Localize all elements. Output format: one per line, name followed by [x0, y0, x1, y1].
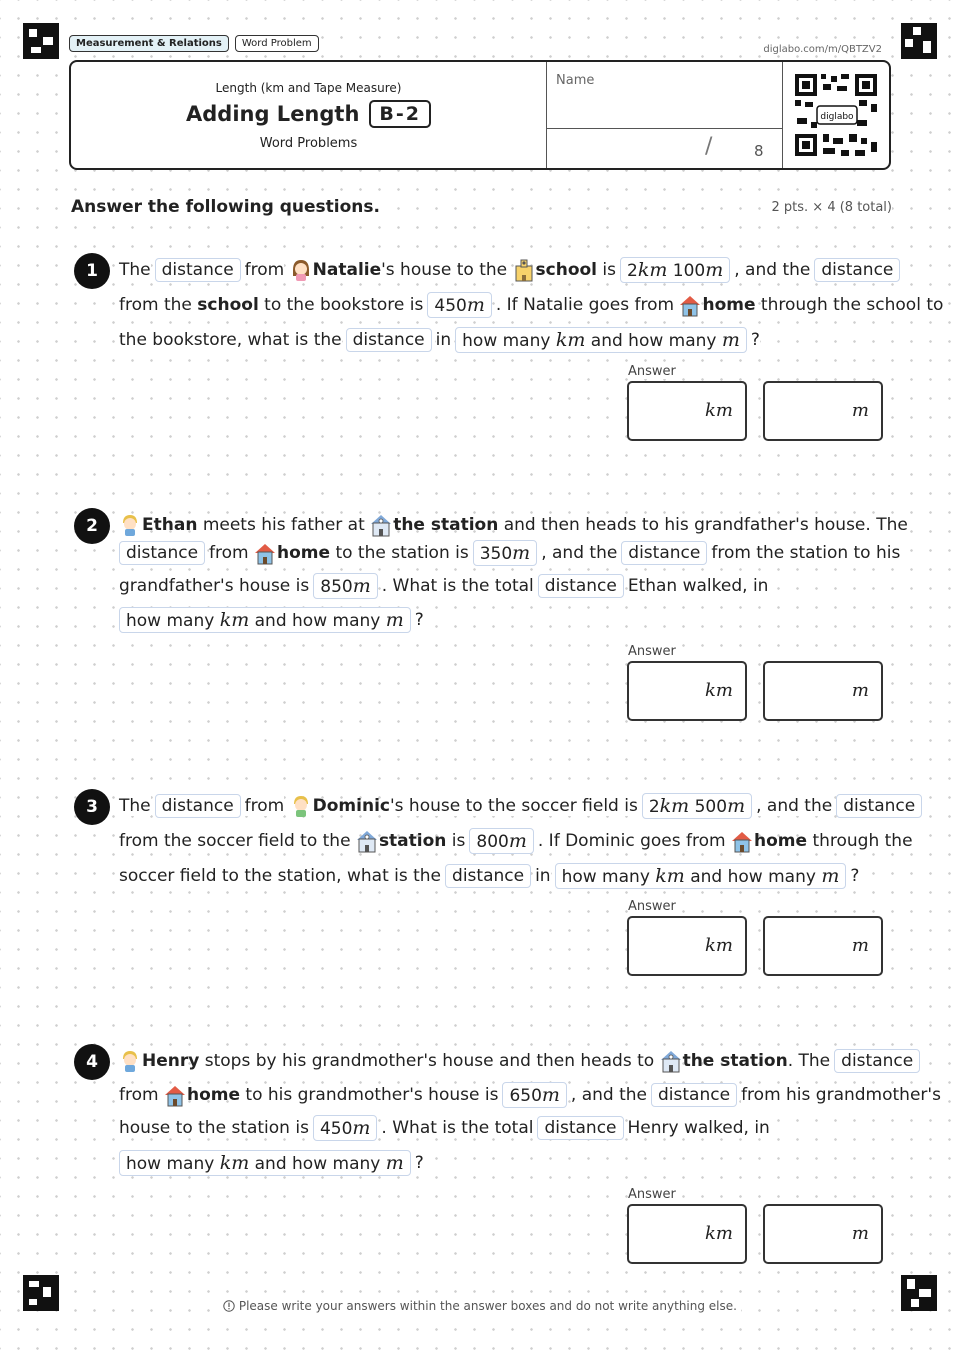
qr-label: diglabo: [820, 112, 854, 122]
text: from: [209, 543, 249, 563]
header-title-row: [71, 100, 546, 128]
text: house to the station is: [119, 1118, 309, 1138]
house-icon: [164, 1083, 186, 1107]
unit-label: km: [705, 1223, 733, 1244]
text: Henry walked, in: [627, 1118, 770, 1138]
text: 's house to the: [381, 260, 508, 280]
text: ?: [414, 610, 424, 630]
station-label: station: [378, 831, 447, 851]
text: in: [535, 866, 551, 886]
q2-line-3: [119, 573, 768, 599]
text: to the bookstore is: [264, 295, 424, 315]
character-name: Dominic: [312, 796, 390, 816]
keyword-box: distance: [346, 328, 432, 352]
text: 's house to the soccer field is: [389, 796, 638, 816]
value-box: 650m: [502, 1082, 566, 1108]
text: and then heads to his grandfather's house. The: [503, 515, 908, 535]
text: through the school to: [760, 295, 944, 315]
answer-km-input-2[interactable]: [627, 661, 747, 721]
text: meets his father at: [202, 515, 365, 535]
answer-km-input-4[interactable]: [627, 1204, 747, 1264]
unit-label: m: [851, 400, 869, 421]
keyword-box: distance: [155, 794, 241, 818]
home-label: home: [186, 1085, 240, 1105]
text: . The: [787, 1051, 831, 1071]
info-icon: [223, 1300, 235, 1312]
answer-label: Answer: [628, 1187, 676, 1202]
value-box: 450m: [427, 292, 491, 318]
text: from: [244, 796, 285, 816]
text: from: [119, 1085, 159, 1105]
keyword-box: distance: [651, 1083, 737, 1107]
value-box: 2km 500m: [642, 793, 752, 819]
boy-icon: [290, 794, 312, 818]
unit-question-box: how many km and how many m: [555, 863, 847, 889]
answer-m-input-1[interactable]: [763, 381, 883, 441]
unit-label: m: [851, 935, 869, 956]
value-box: 350m: [473, 540, 537, 566]
answer-label: Answer: [628, 899, 676, 914]
question-number-4: 4: [74, 1044, 110, 1080]
keyword-box: distance: [119, 541, 205, 565]
answer-m-input-2[interactable]: [763, 661, 883, 721]
text: The: [119, 260, 151, 280]
text: ?: [414, 1153, 424, 1173]
text: grandfather's house is: [119, 576, 310, 596]
worksheet-url: diglabo.com/m/QBTZV2: [763, 44, 882, 55]
unit-label: m: [851, 1223, 869, 1244]
keyword-box: distance: [538, 574, 624, 598]
q2-line-2: [119, 540, 900, 566]
q1-line-2: [119, 292, 943, 318]
text: to his grandmother's house is: [245, 1085, 499, 1105]
value-box: 850m: [313, 573, 377, 599]
text: , and the: [570, 1085, 648, 1105]
score-slash: /: [705, 134, 713, 159]
unit-label: m: [851, 680, 869, 701]
text: is: [451, 831, 466, 851]
answer-m-input-3[interactable]: [763, 916, 883, 976]
answer-label: Answer: [628, 644, 676, 659]
unit-label: km: [705, 935, 733, 956]
q1-line-3: [119, 327, 760, 353]
qr-code-icon: [793, 72, 879, 158]
q4-line-1: [119, 1049, 924, 1073]
keyword-box: distance: [814, 258, 900, 282]
home-label: home: [277, 543, 331, 563]
station-icon: [356, 829, 378, 853]
name-field[interactable]: [546, 62, 783, 168]
text: Ethan walked, in: [627, 576, 769, 596]
home-label: home: [702, 295, 756, 315]
text: The: [119, 796, 151, 816]
house-icon: [254, 541, 276, 565]
text: from his grandmother's: [741, 1085, 941, 1105]
text: in: [435, 330, 452, 350]
character-name: Natalie: [312, 260, 382, 280]
name-label: Name: [556, 73, 595, 88]
answer-m-input-4[interactable]: [763, 1204, 883, 1264]
text: from the: [119, 295, 192, 315]
instructions: Answer the following questions.: [71, 197, 380, 217]
question-number-1: 1: [74, 253, 110, 289]
text: ?: [850, 866, 860, 886]
house-icon: [731, 829, 753, 853]
unit-label: km: [705, 680, 733, 701]
unit-question-box: how many km and how many m: [455, 327, 747, 353]
girl-icon: [290, 258, 312, 282]
value-box: 800m: [469, 828, 533, 854]
station-label: the station: [682, 1051, 788, 1071]
q2-line-4: [119, 607, 424, 633]
question-number-3: 3: [74, 789, 110, 825]
q4-line-4: [119, 1150, 424, 1176]
text: the bookstore, what is the: [119, 330, 342, 350]
worksheet-code: B-2: [369, 100, 431, 128]
boy-icon: [119, 1049, 141, 1073]
text: from: [244, 260, 285, 280]
character-name: Henry: [142, 1051, 200, 1071]
school-icon: [513, 258, 535, 282]
text: from the soccer field to the: [119, 831, 351, 851]
house-icon: [679, 293, 701, 317]
q3-line-3: [119, 863, 859, 889]
question-number-2: 2: [74, 508, 110, 544]
page-title: Adding Length: [186, 102, 360, 126]
character-name: Ethan: [142, 515, 198, 535]
answer-label: Answer: [628, 364, 676, 379]
text: to the station is: [335, 543, 469, 563]
keyword-box: distance: [621, 541, 707, 565]
q2-line-1: [119, 513, 908, 537]
text: stops by his grandmother's house and then heads to: [204, 1051, 655, 1071]
keyword-box: distance: [537, 1116, 623, 1140]
station-icon: [660, 1049, 682, 1073]
text: soccer field to the station, what is the: [119, 866, 442, 886]
station-icon: [370, 513, 392, 537]
footer-note: [0, 1299, 960, 1313]
category-tag: Measurement & Relations: [69, 35, 229, 52]
q3-line-1: [119, 793, 926, 819]
header-subtitle: Length (km and Tape Measure): [215, 81, 402, 95]
text: . If Dominic goes from: [537, 831, 726, 851]
q3-line-2: [119, 828, 913, 854]
value-box: 450m: [313, 1115, 377, 1141]
text: , and the: [734, 260, 811, 280]
home-label: home: [754, 831, 808, 851]
name-divider: [547, 128, 782, 129]
unit-label: km: [705, 400, 733, 421]
school-label: school: [535, 260, 597, 280]
text: is: [602, 260, 616, 280]
unit-question-box: how many km and how many m: [119, 607, 411, 633]
tag-group: [69, 35, 319, 52]
worksheet-header: [69, 60, 891, 170]
answer-km-input-3[interactable]: [627, 916, 747, 976]
boy-icon: [119, 513, 141, 537]
text: through the: [812, 831, 913, 851]
text: from the station to his: [711, 543, 901, 563]
q4-line-3: [119, 1115, 770, 1141]
text: , and the: [756, 796, 833, 816]
points-info: 2 pts. × 4 (8 total): [771, 200, 892, 215]
q1-line-1: [119, 257, 904, 283]
corner-marker-top-right: [901, 23, 937, 59]
answer-km-input-1[interactable]: [627, 381, 747, 441]
value-box: 2km 100m: [620, 257, 730, 283]
station-label: the station: [393, 515, 499, 535]
text: ?: [750, 330, 760, 350]
keyword-box: distance: [836, 794, 922, 818]
text: , and the: [541, 543, 618, 563]
footer-text: Please write your answers within the answer boxes and do not write anything else.: [238, 1299, 737, 1313]
keyword-box: distance: [155, 258, 241, 282]
keyword-box: distance: [445, 864, 531, 888]
header-kind: Word Problems: [259, 136, 358, 151]
type-tag: Word Problem: [235, 35, 319, 52]
text: . If Natalie goes from: [495, 295, 675, 315]
text: . What is the total: [381, 1118, 534, 1138]
text: . What is the total: [381, 576, 534, 596]
header-title-block: [71, 62, 546, 168]
unit-question-box: how many km and how many m: [119, 1150, 411, 1176]
school-label: school: [197, 295, 259, 315]
score-total: 8: [754, 142, 764, 160]
keyword-box: distance: [834, 1049, 920, 1073]
corner-marker-top-left: [23, 23, 59, 59]
q4-line-2: [119, 1082, 941, 1108]
